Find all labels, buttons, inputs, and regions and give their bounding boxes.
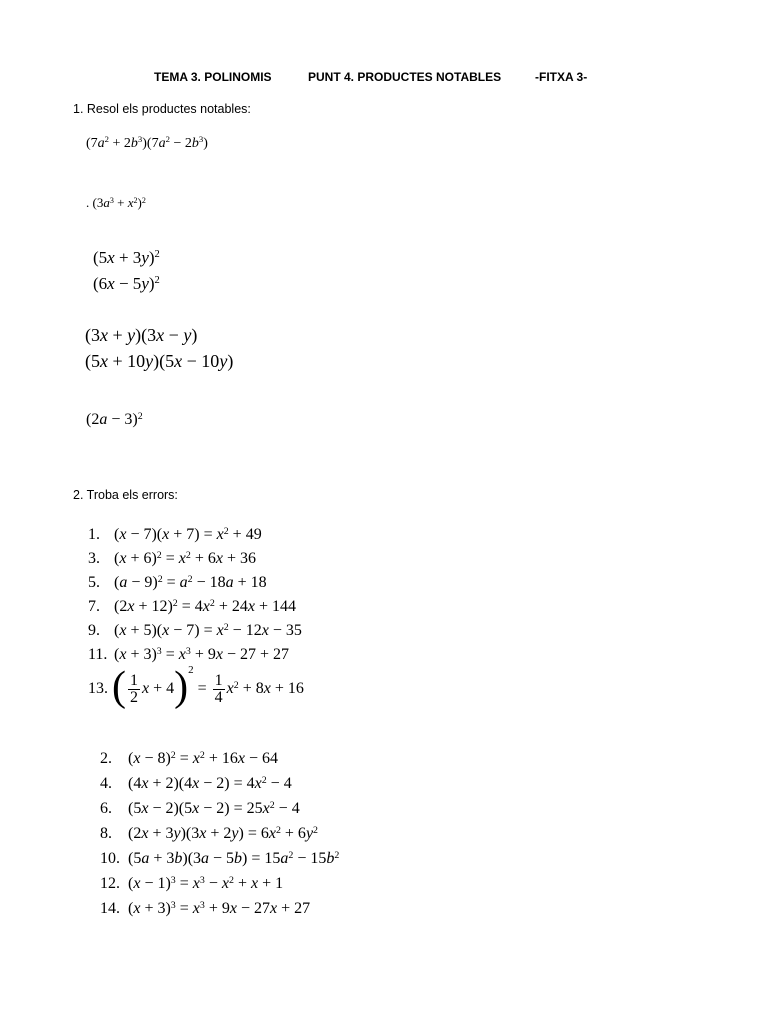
error-item-4: 4. $(4x + 2)(4x - 2) = 4x^2 - 4$ xyxy=(100,774,292,792)
section1-title: 1. Resol els productes notables: xyxy=(73,102,251,116)
item-number: 7. xyxy=(88,598,100,615)
error-item-14: 14. $(x + 3)^3 = x^3 + 9x - 27x + 27$ xyxy=(100,899,311,917)
expression-1a: $(7a^2 + 2b^3)(7a^2 - 2b^3)$ xyxy=(86,134,208,151)
item-number: 4. xyxy=(100,775,112,792)
item-number: 13. xyxy=(88,680,108,697)
item-number: 1. xyxy=(88,526,100,543)
header-punt: PUNT 4. PRODUCTES NOTABLES xyxy=(308,70,502,84)
error-item-9: 9. $(x + 5)(x - 7) = x^2 - 12x - 35$ xyxy=(88,621,302,639)
expression-1e: (3x + y)(3x − y) xyxy=(85,325,198,345)
error-item-3: 3. $(x + 6)^2 = x^2 + 6x + 36$ xyxy=(88,549,257,567)
error-item-12: 12. $(x - 1)^3 = x^3 - x^2 + x + 1$ xyxy=(100,874,284,892)
item-number: 14. xyxy=(100,900,120,917)
item-number: 5. xyxy=(88,574,100,591)
expression-1c: $(5x + 3y)^2$ xyxy=(93,248,160,267)
item-number: 12. xyxy=(100,875,120,892)
bullet-dot: . xyxy=(86,195,90,210)
fraction-one-quarter: $\frac{1}{4}$ xyxy=(214,671,223,706)
error-item-2: 2. $(x - 8)^2 = x^2 + 16x - 64$ xyxy=(100,749,279,767)
section2-title: 2. Troba els errors: xyxy=(73,488,178,502)
expression-1g: $(2a - 3)^2$ xyxy=(86,410,143,428)
item-number: 9. xyxy=(88,622,100,639)
item-number: 8. xyxy=(100,825,112,842)
item-number: 10. xyxy=(100,850,120,867)
paren-close: ) xyxy=(174,664,189,710)
expression-1b: . $(3a^3 + x^2)^2$ xyxy=(86,195,146,210)
fraction-one-half: $\frac{1}{2}$ xyxy=(130,671,138,706)
expression-1f: (5x + 10y)(5x − 10y) xyxy=(85,351,234,371)
error-item-10: 10. $(5a + 3b)(3a - 5b) = 15a^2 - 15b^2$ xyxy=(100,849,340,867)
error-item-6: 6. $(5x - 2)(5x - 2) = 25x^2 - 4$ xyxy=(100,799,300,817)
error-item-7: 7. $(2x + 12)^2 = 4x^2 + 24x + 144$ xyxy=(88,597,297,615)
error-item-8: 8. $(2x + 3y)(3x + 2y) = 6x^2 + 6y^2$ xyxy=(100,824,318,842)
item-number: 6. xyxy=(100,800,112,817)
item-number: 2. xyxy=(100,750,112,767)
error-item-5: 5. $(a - 9)^2 = a^2 - 18a + 18$ xyxy=(88,573,267,591)
error-item-11: 11. $(x + 3)^3 = x^3 + 9x - 27 + 27$ xyxy=(88,645,290,663)
header-fitxa: -FITXA 3- xyxy=(535,70,588,84)
error-item-13: 13.( $\frac{1}{2}$ x + 4)$^2$ = $\frac{1}{4}$ $x^2 + 8x + 16$ xyxy=(88,663,304,710)
item-number: 3. xyxy=(88,550,100,567)
error-item-1: 1. $(x - 7)(x + 7) = x^2 + 49$ xyxy=(88,525,262,543)
header-tema: TEMA 3. POLINOMIS xyxy=(154,70,272,84)
expression-1d: $(6x - 5y)^2$ xyxy=(93,274,160,293)
item-number: 11. xyxy=(88,646,108,663)
paren-open: ( xyxy=(112,664,126,710)
